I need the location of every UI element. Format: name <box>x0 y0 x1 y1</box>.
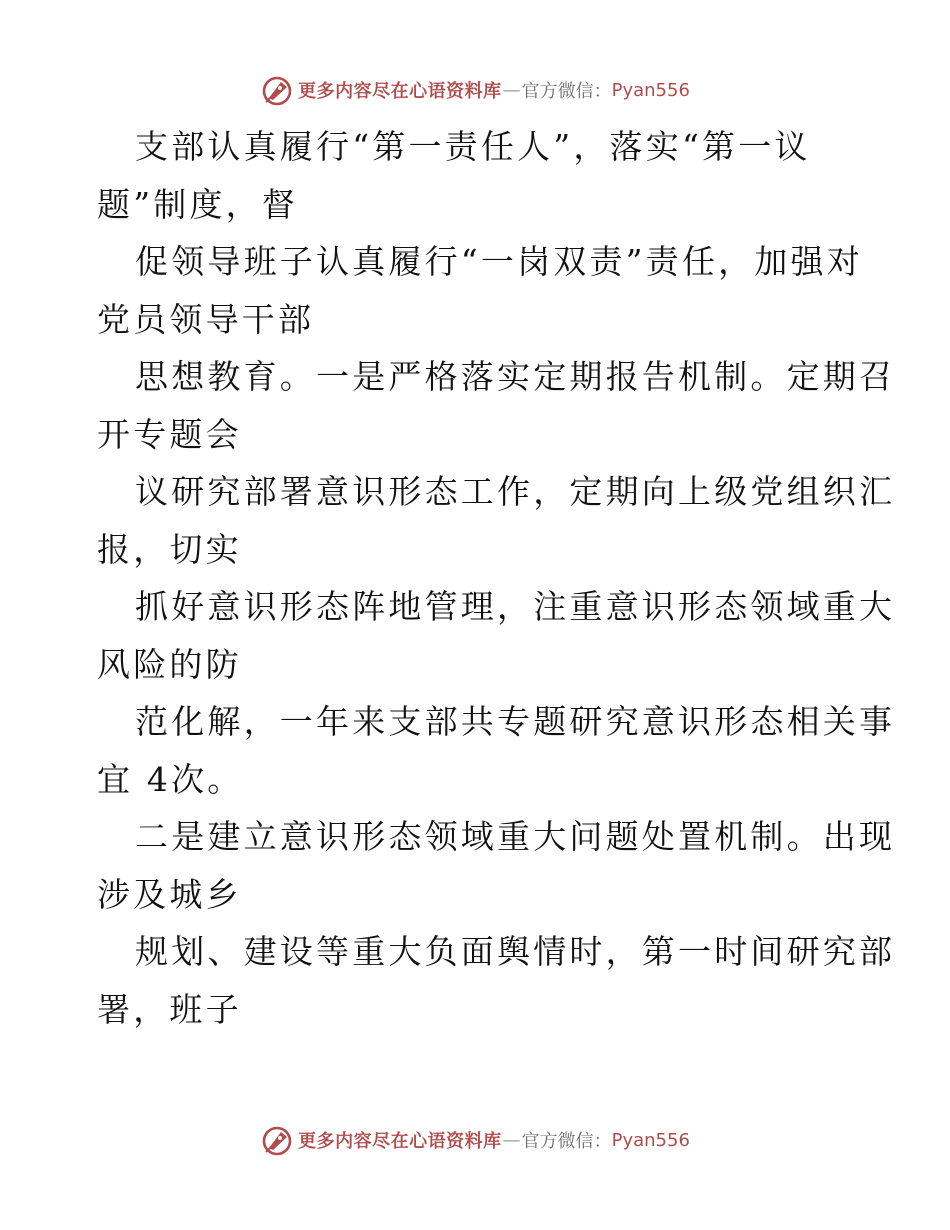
text-line: 议研究部署意识形态工作，定期向上级党组织汇 <box>135 472 896 511</box>
text-line: 涉及城乡 <box>97 874 242 914</box>
text-line: 开专题会 <box>97 414 242 454</box>
footer-banner <box>0 1122 950 1158</box>
text-line: 宜 4次。 <box>97 759 244 799</box>
pen-nib-logo-icon <box>260 1123 294 1157</box>
banner-wechat-id: Pyan556 <box>611 1129 690 1151</box>
header-banner <box>0 72 950 108</box>
banner-wechat-label: 官方微信： <box>521 1131 612 1152</box>
text-line: 思想教育。一是严格落实定期报告机制。定期召 <box>135 357 896 396</box>
banner-wechat-label: 官方微信： <box>521 81 612 102</box>
banner-site-name: 更多内容尽在心语资料库 <box>298 1131 502 1152</box>
banner-separator: — <box>502 1129 521 1151</box>
text-line: 题”制度，督 <box>97 184 299 224</box>
text-line: 促领导班子认真履行“一岗双责”责任，加强对 <box>135 242 863 281</box>
banner-separator: — <box>502 79 521 101</box>
document-body <box>97 118 896 1038</box>
banner-wechat-id: Pyan556 <box>611 79 690 101</box>
text-line: 二是建立意识形态领域重大问题处置机制。出现 <box>135 817 896 856</box>
text-line: 抓好意识形态阵地管理，注重意识形态领域重大 <box>135 587 896 626</box>
text-line: 风险的防 <box>97 644 242 684</box>
text-line: 范化解，一年来支部共专题研究意识形态相关事 <box>135 702 896 741</box>
banner-site-name: 更多内容尽在心语资料库 <box>298 81 502 102</box>
text-line: 署，班子 <box>97 989 242 1029</box>
text-line: 支部认真履行“第一责任人”，落实“第一议 <box>135 127 811 166</box>
text-line: 报，切实 <box>97 529 242 569</box>
text-line: 党员领导干部 <box>97 299 315 339</box>
pen-nib-logo-icon <box>260 73 294 107</box>
text-line: 规划、建设等重大负面舆情时，第一时间研究部 <box>135 932 896 971</box>
